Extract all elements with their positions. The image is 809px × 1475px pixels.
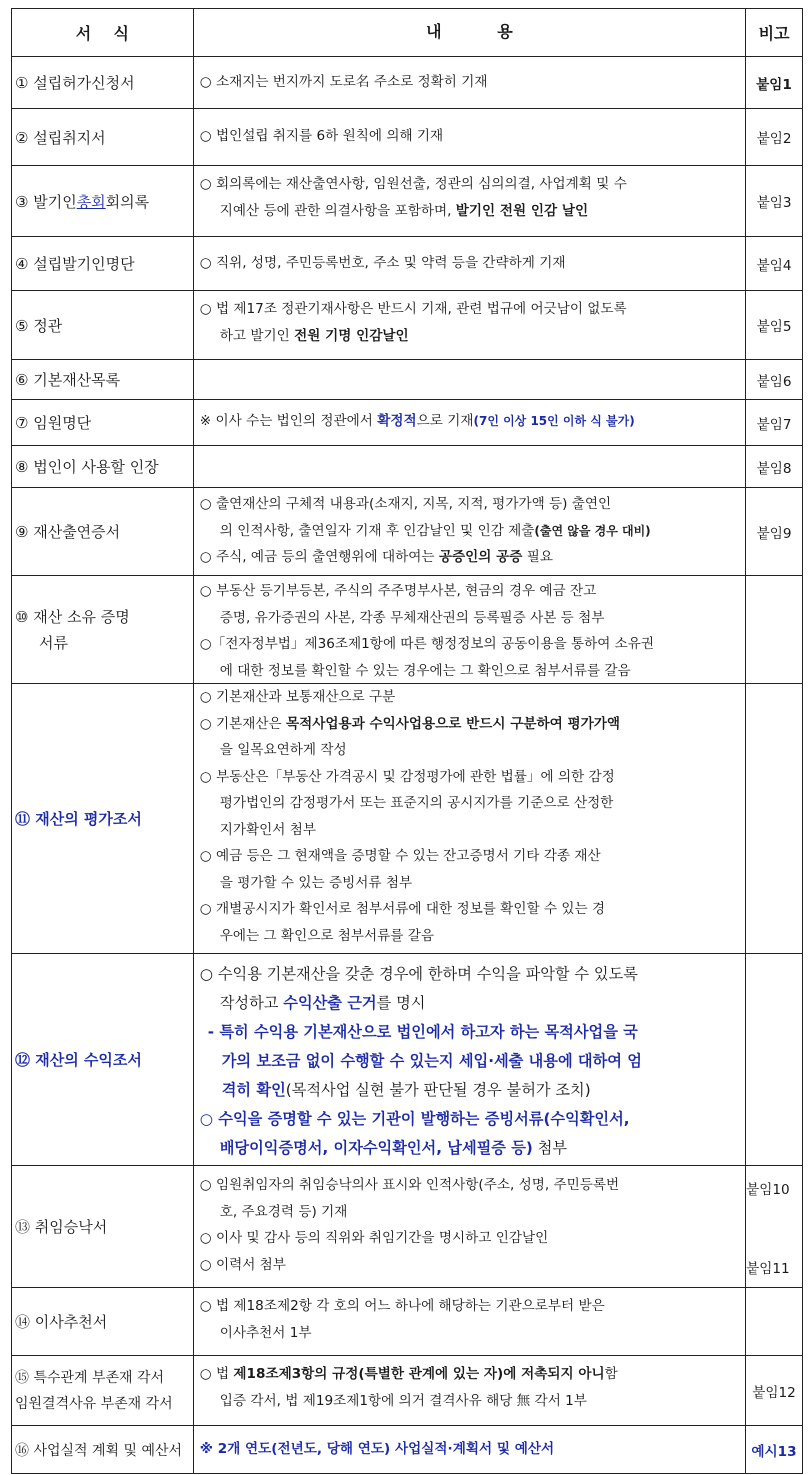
row-line: ○ 이사 및 감사 등의 직위와 취임기간을 명시하고 인감날인	[199, 1230, 549, 1246]
row-line: 이사추천서 1부	[219, 1324, 312, 1341]
table-row	[12, 1426, 803, 1474]
row-title: ⑦ 임원명단	[12, 400, 194, 445]
emphasis-text: 제18조제3항의 규정(특별한 관계에 있는 자)에 저촉되지 아니	[233, 1366, 605, 1382]
table-row	[12, 684, 803, 954]
table-row	[12, 166, 803, 237]
row-note: 붙임1	[746, 57, 803, 108]
row-line: ○ 법 제17조 정관기재사항은 반드시 기재, 관련 법규에 어긋남이 없도록	[199, 301, 627, 317]
assembly-link[interactable]: 총회	[76, 192, 106, 211]
table-row	[12, 954, 803, 1166]
row-line: ○ 기본재산과 보통재산으로 구분	[199, 689, 396, 705]
row-line: ○ 임원취임자의 취임승낙의사 표시와 인적사항(주소, 성명, 주민등록번	[199, 1177, 620, 1193]
row-line: 작성하고	[219, 994, 284, 1012]
row-note: 붙임3	[746, 166, 803, 236]
table-row	[12, 237, 803, 291]
table-header	[12, 9, 803, 57]
emphasis-text: 전원 기명 인감날인	[294, 327, 409, 344]
row-note: 붙임12	[746, 1356, 803, 1425]
row-line: ○「전자정부법」제36조제1항에 따른 행정정보의 공동이용을 통하여 소유권	[199, 636, 655, 652]
row-line: 증명, 유가증권의 사본, 각종 무체재산권의 등록필증 사본 등 첨부	[219, 609, 605, 626]
row-line: 의 인적사항, 출연일자 기재 후 인감날인 및 인감 제출	[219, 522, 535, 539]
row-note: 예시13	[746, 1426, 803, 1473]
row-line: 호, 주요경력 등) 기재	[219, 1203, 348, 1220]
row-title: ③ 발기인	[15, 192, 77, 211]
table-row	[12, 1288, 803, 1356]
header-content: 내 용	[194, 9, 746, 56]
emphasis-text: 확정적	[377, 413, 417, 429]
requirements-table	[11, 8, 803, 1474]
row-title: ⑩ 재산 소유 증명	[15, 607, 130, 626]
emphasis-text: 배당이익증명서, 이자수익확인서, 납세필증 등)	[219, 1139, 533, 1157]
table-row	[12, 488, 803, 576]
row-note: 붙임10	[746, 1182, 790, 1198]
row-line: ○ 법 제18조제2항 각 호의 어느 하나에 해당하는 기관으로부터 받은	[199, 1298, 605, 1314]
row-line: 평가법인의 감정평가서 또는 표준지의 공시지가를 기준으로 산정한	[219, 795, 614, 811]
row-title-cont: 서류	[39, 633, 68, 652]
row-line: ○ 예금 등은 그 현재액을 증명할 수 있는 잔고증명서 기타 각종 재산	[199, 848, 601, 864]
row-note: 붙임4	[746, 237, 803, 290]
row-note: 붙임9	[746, 488, 803, 575]
emphasis-text: (출연 않을 경우 대비)	[534, 523, 651, 538]
table-row	[12, 576, 803, 684]
emphasis-text: 발기인 전원 인감 날인	[455, 202, 589, 219]
row-line: ○ 수익을 증명할 수 있는 기관이 발행하는 증빙서류(수익확인서,	[199, 1110, 630, 1128]
row-line: 첨부	[532, 1139, 568, 1157]
row-line: 지가확인서 첨부	[219, 821, 317, 838]
row-title: ⑮ 특수관계 부존재 각서	[15, 1369, 165, 1386]
row-title: ⑬ 취임승낙서	[12, 1166, 194, 1287]
table-row	[12, 360, 803, 400]
row-note: 붙임2	[746, 109, 803, 165]
header-note: 비고	[746, 9, 803, 56]
row-line: ○ 개별공시지가 확인서로 첨부서류에 대한 정보를 확인할 수 있는 경	[199, 901, 606, 917]
row-line: 하고 발기인	[219, 327, 295, 344]
row-line: 입증 각서, 법 제19조제1항에 의거 결격사유 해당 無 각서 1부	[219, 1392, 587, 1409]
row-line: ○ 수익용 기본재산을 갖춘 경우에 한하며 수익을 파악할 수 있도록	[199, 965, 638, 983]
row-title: ① 설립허가신청서	[12, 57, 194, 108]
row-title: ④ 설립발기인명단	[12, 237, 194, 290]
row-title-cont: 임원결격사유 부존재 각서	[15, 1395, 173, 1412]
row-line: ○ 직위, 성명, 주민등록번호, 주소 및 약력 등을 간략하게 기재	[199, 255, 566, 271]
row-line: ○ 소재지는 번지까지 도로名 주소로 정확히 기재	[199, 74, 488, 90]
row-line: 필요	[522, 549, 553, 565]
row-title: ⑥ 기본재산목록	[12, 360, 194, 399]
row-note: 붙임7	[746, 400, 803, 445]
emphasis-text: 격히 확인	[221, 1081, 286, 1099]
row-line: ○ 부동산은「부동산 가격공시 및 감정평가에 관한 법률」에 의한 감정	[199, 768, 615, 785]
row-line: 함	[604, 1366, 618, 1382]
emphasis-text: 공증인의 공증	[438, 549, 523, 565]
row-note: 붙임6	[746, 360, 803, 399]
table-row	[12, 446, 803, 488]
row-line: 지예산 등에 관한 의결사항을 포함하며,	[219, 202, 456, 219]
header-form: 서 식	[12, 9, 194, 56]
row-line: ○ 법인설립 취지를 6하 원칙에 의해 기재	[199, 128, 444, 144]
row-line: 을 평가할 수 있는 증빙서류 첨부	[219, 874, 413, 891]
row-title: ⑤ 정관	[12, 291, 194, 359]
row-line: ○ 출연재산의 구체적 내용과(소재지, 지목, 지적, 평가가액 등) 출연인	[199, 496, 612, 512]
row-title: ⑯ 사업실적 계획 및 예산서	[12, 1426, 194, 1473]
row-title: ⑫ 재산의 수익조서	[12, 954, 194, 1165]
emphasis-text: 목적사업용과 수익사업용으로 반드시 구분하여 평가가액	[285, 715, 621, 732]
row-line: 으로 기재	[416, 413, 474, 429]
row-note: 붙임8	[746, 446, 803, 487]
row-line: 가의 보조금 없이 수행할 수 있는지 세입·세출 내용에 대하여 엄	[221, 1052, 642, 1070]
emphasis-text: (7인 이상 15인 이하 식 불가)	[473, 414, 635, 428]
row-title: ⑧ 법인이 사용할 인장	[12, 446, 194, 487]
row-line: ○ 법	[199, 1366, 234, 1382]
row-title: ② 설립취지서	[12, 109, 194, 165]
row-line: - 특히 수익용 기본재산으로 법인에서 하고자 하는 목적사업을 국	[207, 1023, 638, 1041]
row-line: (목적사업 실현 불가 판단될 경우 불허가 조치)	[285, 1081, 591, 1099]
row-line: 를 명시	[376, 994, 426, 1012]
table-row	[12, 109, 803, 166]
table-row	[12, 400, 803, 446]
row-note: 붙임11	[746, 1261, 790, 1277]
row-line: ※ 이사 수는 법인의 정관에서	[199, 413, 378, 429]
row-line: ○ 기본재산은	[199, 715, 286, 732]
table-row	[12, 57, 803, 109]
row-title: ⑪ 재산의 평가조서	[12, 684, 194, 953]
row-line: ○ 부동산 등기부등본, 주식의 주주명부사본, 현금의 경우 예금 잔고	[199, 583, 597, 599]
emphasis-text: 수익산출 근거	[283, 994, 377, 1012]
row-line: ○ 주식, 예금 등의 출연행위에 대하여는	[199, 549, 439, 565]
table-row	[12, 291, 803, 360]
table-row	[12, 1166, 803, 1288]
table-row	[12, 1356, 803, 1426]
row-title: ⑭ 이사추천서	[12, 1288, 194, 1355]
row-line: ○ 회의록에는 재산출연사항, 임원선출, 정관의 심의의결, 사업계획 및 수	[199, 176, 627, 192]
row-line: 을 일목요연하게 작성	[219, 742, 347, 758]
row-line: ※ 2개 연도(전년도, 당해 연도) 사업실적·계획서 및 예산서	[199, 1441, 555, 1457]
row-note: 붙임5	[746, 291, 803, 359]
row-line: 에 대한 정보를 확인할 수 있는 경우에는 그 확인으로 첨부서류를 갈음	[219, 662, 631, 679]
row-line: ○ 이력서 첨부	[199, 1256, 286, 1273]
row-line: 우에는 그 확인으로 첨부서류를 갈음	[219, 927, 435, 944]
row-title: ⑨ 재산출연증서	[12, 488, 194, 575]
row-title-suffix: 회의록	[105, 192, 150, 211]
